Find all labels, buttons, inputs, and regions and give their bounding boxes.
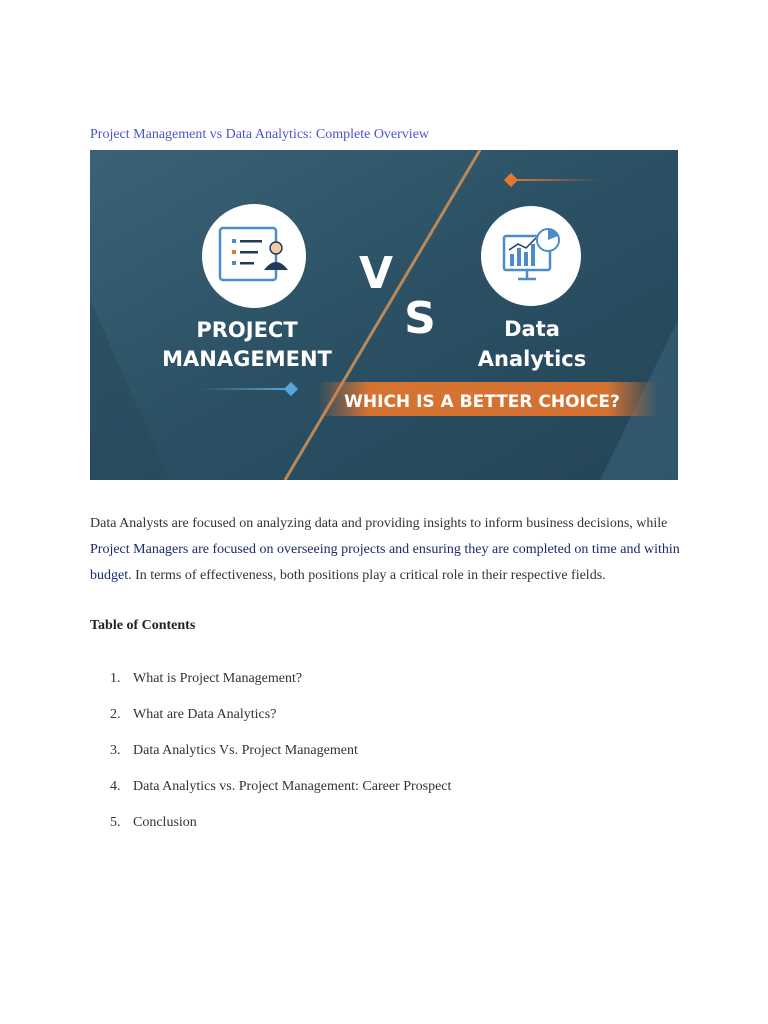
toc-item[interactable] — [110, 740, 451, 776]
banner-image — [90, 150, 678, 480]
intro-paragraph — [90, 511, 680, 589]
banner-vs-v: V — [358, 248, 394, 299]
data-analytics-icon — [481, 206, 581, 306]
toc-item-label: Data Analytics Vs. Project Management — [133, 743, 358, 758]
toc-item-number: 3. — [110, 743, 121, 758]
banner-ribbon-text: WHICH IS A BETTER CHOICE? — [344, 392, 620, 412]
toc-item-label: Conclusion — [133, 815, 197, 830]
toc-item-number: 2. — [110, 707, 121, 722]
blue-accent-line — [200, 388, 290, 390]
toc-item[interactable] — [110, 704, 451, 740]
project-management-icon — [202, 204, 306, 308]
toc-item-number: 4. — [110, 779, 121, 794]
toc-item-number: 5. — [110, 815, 121, 830]
toc-item-label: What are Data Analytics? — [133, 707, 277, 722]
banner-vs-s: S — [404, 293, 436, 344]
banner-right-label-line2: Analytics — [477, 347, 587, 371]
toc-item-label: Data Analytics vs. Project Management: Career Prospect — [133, 779, 452, 794]
banner-right-label-line1: Data — [504, 317, 560, 341]
toc-item-number: 1. — [110, 671, 121, 686]
orange-accent-line — [510, 179, 600, 181]
banner-left-label-line1: PROJECT — [196, 318, 298, 342]
toc-item[interactable] — [110, 812, 451, 848]
intro-text-part2: . In terms of effectiveness, both positions play a critical role in their respective fields. — [128, 568, 606, 583]
toc-heading: Table of Contents — [90, 618, 196, 633]
toc-item[interactable] — [110, 668, 451, 704]
intro-text-part1: Data Analysts are focused on analyzing data and providing insights to inform business decisions, while — [90, 516, 668, 531]
article-title-link[interactable]: Project Management vs Data Analytics: Complete Overview — [90, 127, 430, 142]
intro-highlight-text: Project Managers are focused on overseeing projects and ensuring they are completed on time and within budget — [90, 542, 680, 583]
table-of-contents — [110, 668, 451, 848]
banner-left-label-line2: MANAGEMENT — [162, 347, 332, 371]
toc-item-label: What is Project Management? — [133, 671, 303, 686]
toc-item[interactable] — [110, 776, 451, 812]
